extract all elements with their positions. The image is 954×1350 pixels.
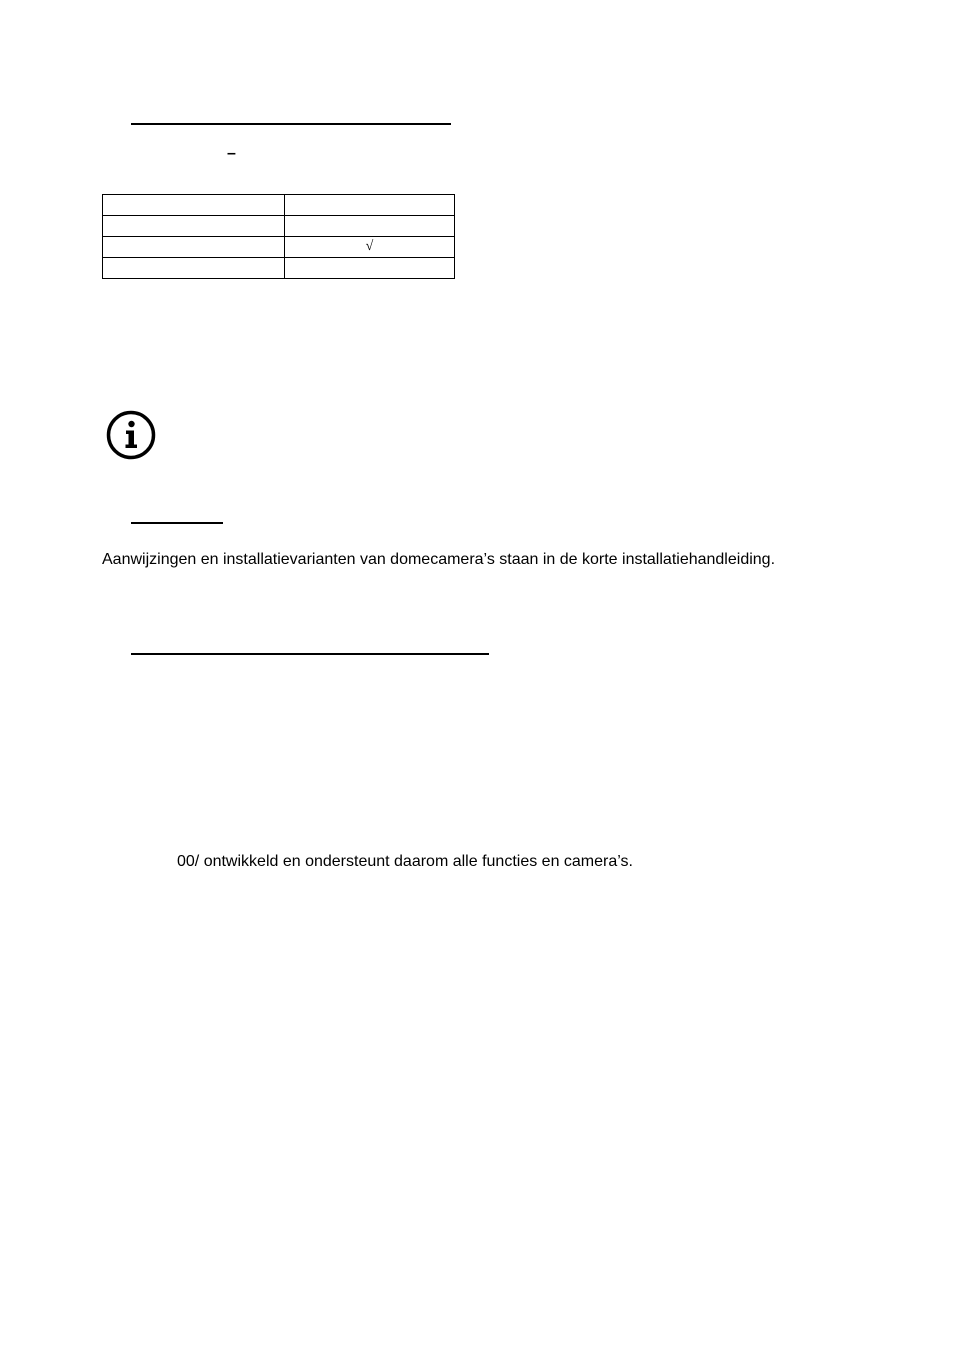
check-mark-cell: √ [285,237,455,258]
table-row [103,216,455,237]
compatibility-table [102,194,455,279]
table-row [103,195,455,216]
installation-paragraph: Aanwijzingen en installatievarianten van domecamera’s staan in de korte installatiehandleiding. [102,551,776,568]
support-paragraph: 00/ ontwikkeld en ondersteunt daarom alle functies en camera’s. [177,853,633,870]
table-cell [103,216,285,237]
heading-underline [131,522,223,524]
table-cell [285,258,455,279]
table-cell [103,195,285,216]
heading-underline [131,653,489,655]
table-cell [285,195,455,216]
dash-mark: – [227,145,236,162]
info-icon [106,410,156,460]
table-cell [285,216,455,237]
table-cell [103,237,285,258]
table-row [103,258,455,279]
heading-underline [131,123,451,125]
table-cell [103,258,285,279]
table-row [103,237,455,258]
